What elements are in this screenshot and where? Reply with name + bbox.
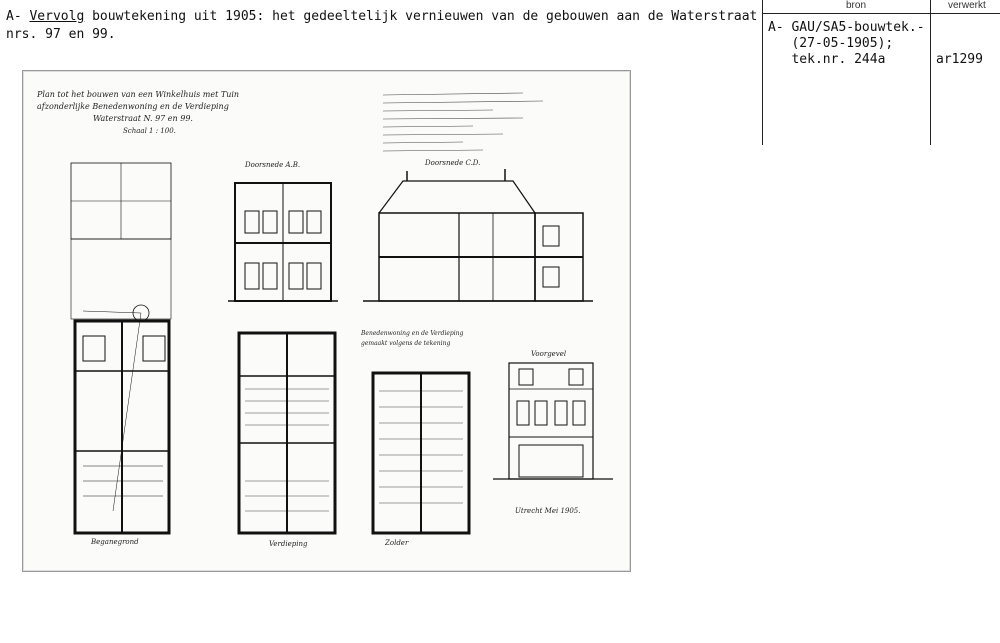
- building-drawing: [23, 71, 630, 571]
- verwerkt-value: ar1299: [936, 52, 983, 67]
- header-vervolg: Vervolg: [29, 9, 85, 24]
- label-verdieping: Verdieping: [269, 540, 308, 548]
- document-header: [6, 8, 757, 44]
- section-ab: [228, 183, 338, 301]
- drawing-title-2: afzonderlijke Benedenwoning en de Verdieping: [37, 102, 229, 111]
- column-verwerkt: verwerkt: [948, 0, 986, 11]
- header-line1-rest: bouwtekening uit 1905: het gedeeltelijk vernieuwen van de gebouwen aan de Waterstraat: [84, 9, 758, 24]
- first-floor-plan: [239, 333, 335, 533]
- specification-notes: [383, 93, 543, 151]
- drawing-title-1: Plan tot het bouwen van een Winkelhuis met Tuin: [37, 90, 240, 99]
- source-line-3: tek.nr. 244a: [768, 52, 886, 67]
- note-line-1: Benedenwoning en de Verdieping: [361, 330, 464, 337]
- date-signature: Utrecht Mei 1905.: [515, 507, 581, 515]
- front-facade: [493, 363, 613, 479]
- table-left-border: [762, 0, 763, 145]
- header-line2: nrs. 97 en 99.: [6, 27, 116, 42]
- label-section-cd: Doorsnede C.D.: [425, 159, 481, 167]
- attic-plan: [373, 373, 469, 533]
- label-beganegrond: Beganegrond: [91, 538, 139, 546]
- label-section-ab: Doorsnede A.B.: [245, 161, 301, 169]
- table-header-divider: [762, 13, 1000, 14]
- label-zolder: Zolder: [385, 539, 409, 547]
- table-column-divider: [930, 0, 931, 145]
- building-drawing-scan: [22, 70, 631, 572]
- section-cd: [363, 169, 593, 301]
- source-table: [762, 0, 1000, 145]
- ground-floor-plan: [71, 163, 171, 533]
- source-line-2: (27-05-1905);: [768, 36, 894, 51]
- label-voorgevel: Voorgevel: [531, 350, 567, 358]
- column-bron: bron: [846, 0, 867, 11]
- header-prefix: A-: [6, 9, 22, 24]
- drawing-title-3: Waterstraat N. 97 en 99.: [93, 114, 193, 123]
- source-line-1: A- GAU/SA5-bouwtek.-: [768, 20, 925, 35]
- note-line-2: gemaakt volgens de tekening: [361, 340, 451, 347]
- source-reference: [768, 20, 925, 68]
- drawing-scale: Schaal 1 : 100.: [123, 127, 176, 135]
